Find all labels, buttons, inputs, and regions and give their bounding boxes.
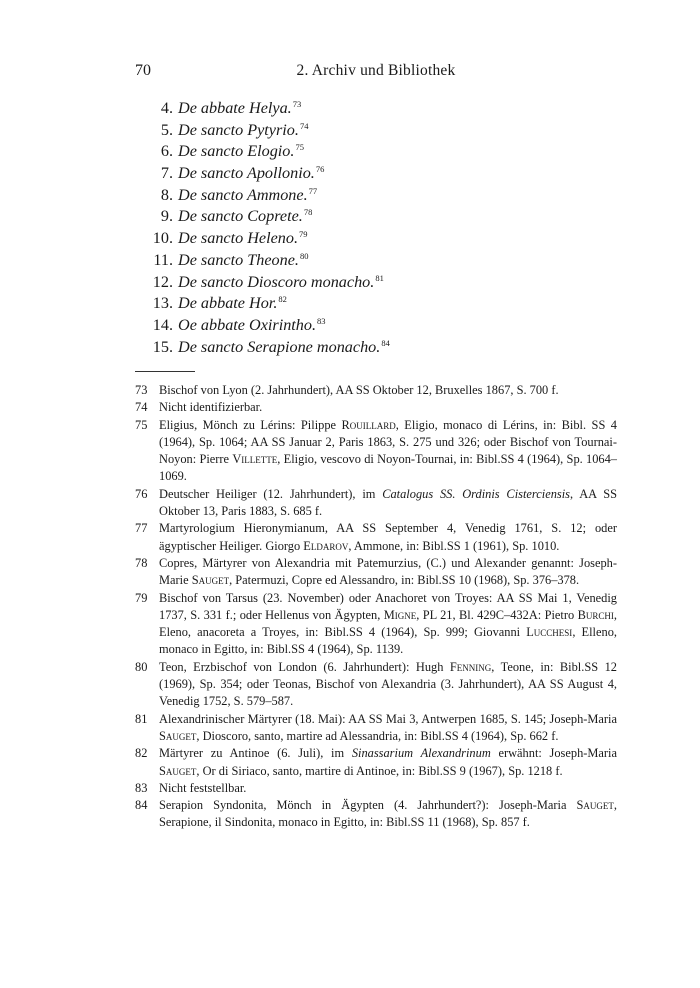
- footnote-number: 82: [135, 746, 148, 761]
- list-item-number: 8.: [160, 185, 173, 204]
- footnote-reference: 79: [299, 229, 308, 240]
- footnote-reference: 82: [278, 294, 287, 305]
- footnote-text: , Eleno, anacoreta a Troyes, in: Bibl.SS 4 (1964), Sp. 999; Giovanni: [159, 607, 617, 640]
- footnote-number: 74: [135, 400, 148, 415]
- list-item-title: De sancto Elogio.: [178, 142, 295, 161]
- list-item-number: 6.: [160, 142, 173, 161]
- footnote-number: 73: [135, 383, 148, 397]
- list-item-title: De sancto Apollonio.: [178, 164, 315, 183]
- footnote-number: 84: [135, 798, 148, 813]
- footnote-reference: 77: [308, 185, 318, 196]
- chapter-list: [135, 94, 615, 354]
- footnote: [135, 417, 617, 486]
- footnote-text: Bischof von Tarsus (23. November) oder Anachoret von Troyes: AA SS Mai 1, Venedig 1737, S. 331 f.; oder Hellenus von Ägypten,: [159, 590, 617, 622]
- author-name: Sauget: [576, 798, 614, 813]
- author-name: Lucchesi: [526, 625, 573, 640]
- footnote-text: Eligius, Mönch zu Lérins: Pilippe: [159, 417, 342, 432]
- author-name: Sauget: [159, 763, 197, 778]
- italic-title: Sinassarium Alexandrinum: [351, 746, 491, 761]
- footnote-text: , Teone, in: Bibl.SS 12 (1969), Sp. 354; oder Teonas, Bischof von Alexandria (3. Jahrhundert), AA SS August 4, Venedig 1752, S. 579–587.: [159, 659, 617, 709]
- footnote-reference: 78: [303, 207, 313, 218]
- list-item-number: 7.: [160, 164, 173, 183]
- running-title: 2. Archiv und Bibliothek: [296, 62, 456, 79]
- footnote-text: Martyrologium Hieronymianum, AA SS September 4, Venedig 1761, S. 12; oder ägyptischer Heiliger. Giorgo: [159, 521, 617, 553]
- running-header: [135, 62, 617, 82]
- list-item: [135, 246, 615, 268]
- list-item: [135, 311, 615, 333]
- list-item: [135, 224, 615, 246]
- footnote-text: , Elleno, monaco in Egitto, in: Bibl.SS 4 (1964), Sp. 1139.: [159, 625, 617, 657]
- list-item-title: De sancto Pytyrio.: [178, 120, 299, 139]
- list-item-title: De abbate Helya.: [178, 99, 292, 117]
- list-item-title: De sancto Serapione monacho.: [178, 337, 381, 356]
- footnote-reference: 76: [315, 164, 325, 175]
- footnote-text: Alexandrinischer Märtyrer (18. Mai): AA SS Mai 3, Antwerpen 1685, S. 145; Joseph-Maria: [159, 711, 617, 726]
- footnote-reference: 84: [381, 337, 390, 348]
- footnote-text: , AA SS Oktober 13, Paris 1883, S. 685 f.: [159, 486, 617, 519]
- list-item-number: 10.: [152, 229, 173, 248]
- footnote-text: Copres, Märtyrer von Alexandria mit Patemurzius, (C.) und Alexander genannt: Joseph-Marie: [159, 555, 617, 588]
- footnote-text: Teon, Erzbischof von London (6. Jahrhundert): Hugh: [159, 659, 450, 674]
- footnote-reference: 81: [375, 272, 384, 283]
- footnote: [135, 711, 617, 746]
- list-item: [135, 202, 615, 224]
- list-item-number: 5.: [160, 120, 173, 139]
- footnote-reference: 73: [292, 99, 302, 109]
- list-item: [135, 181, 615, 203]
- footnote-text: , Eligio, vescovo di Noyon-Tournai, in: Bibl.SS 4 (1964), Sp. 1064–1069.: [159, 452, 617, 484]
- footnote: [135, 745, 617, 780]
- footnote-number: 79: [135, 590, 148, 605]
- footnote-number: 75: [135, 417, 148, 432]
- footnote-reference: 83: [317, 315, 326, 326]
- footnote-reference: 75: [295, 142, 304, 153]
- footnote-number: 81: [135, 711, 148, 726]
- footnote: [135, 382, 617, 399]
- list-item-title: De sancto Ammone.: [178, 185, 308, 204]
- footnote: [135, 780, 617, 797]
- footnote-text: , Patermuzi, Copre ed Alessandro, in: Bibl.SS 10 (1968), Sp. 376–378.: [229, 573, 580, 588]
- list-item-title: De sancto Heleno.: [178, 229, 299, 248]
- list-item: [135, 268, 615, 290]
- footnote-text: Nicht identifizierbar.: [159, 400, 263, 415]
- page-number: 70: [135, 62, 151, 79]
- footnote-number: 77: [135, 521, 148, 536]
- footnote: [135, 520, 617, 555]
- footnote: [135, 659, 617, 711]
- list-item-number: 15.: [152, 337, 173, 356]
- footnote: [135, 399, 617, 416]
- footnote-text: , PL 21, Bl. 429C–432A: Pietro: [416, 607, 578, 622]
- author-name: Migne: [383, 607, 417, 622]
- footnote-number: 80: [135, 659, 148, 674]
- author-name: Sauget: [159, 728, 197, 743]
- footnote-text: Deutscher Heiliger (12. Jahrhundert), im: [159, 486, 383, 501]
- list-item: [135, 333, 615, 355]
- footnote-text: Bischof von Lyon (2. Jahrhundert), AA SS Oktober 12, Bruxelles 1867, S. 700 f.: [159, 383, 559, 397]
- list-item-title: De sancto Dioscoro monacho.: [178, 272, 375, 291]
- list-item: [135, 289, 615, 311]
- author-name: Burchi: [577, 607, 614, 622]
- footnote-reference: 80: [299, 250, 309, 261]
- footnote-reference: 74: [299, 120, 309, 131]
- footnotes: [135, 382, 617, 832]
- footnote: [135, 590, 617, 659]
- list-item: [135, 159, 615, 181]
- author-name: Eldarov: [303, 538, 349, 553]
- italic-title: Catalogus SS. Ordinis Cisterciensis: [382, 486, 570, 501]
- list-item-number: 13.: [152, 294, 173, 313]
- footnote-text: , Eligio, monaco di Lérins, in: Bibl. SS 4 (1964), Sp. 1064; AA SS Januar 2, Paris 1863, S. 275 und 326; oder Bischof von Tournai-Noyon: Pierre: [159, 417, 617, 467]
- list-item-number: 12.: [152, 272, 173, 291]
- list-item-title: De sancto Coprete.: [178, 207, 303, 226]
- author-name: Villette: [232, 452, 278, 467]
- list-item-title: De sancto Theone.: [178, 250, 299, 269]
- footnote-text: Märtyrer zu Antinoe (6. Juli), im: [159, 746, 352, 761]
- list-item: [135, 116, 615, 138]
- list-item-number: 4.: [160, 99, 173, 117]
- footnote-text: Serapion Syndonita, Mönch in Ägypten (4. Jahrhundert?): Joseph-Maria: [159, 798, 577, 813]
- footnote-text: , Serapione, il Sindonita, monaco in Egitto, in: Bibl.SS 11 (1968), Sp. 857 f.: [159, 798, 617, 830]
- list-item-number: 11.: [153, 250, 173, 269]
- list-item-title: De abbate Hor.: [178, 294, 278, 313]
- author-name: Rouillard: [341, 417, 396, 432]
- footnote-text: Nicht feststellbar.: [159, 780, 247, 795]
- list-item-title: Oe abbate Oxirintho.: [178, 315, 317, 334]
- list-item: [135, 137, 615, 159]
- footnote-number: 78: [135, 555, 148, 570]
- footnote-text: , Ammone, in: Bibl.SS 1 (1961), Sp. 1010.: [348, 538, 560, 553]
- author-name: Fenning: [449, 659, 492, 674]
- list-item: [135, 94, 615, 116]
- list-item-number: 9.: [160, 207, 173, 226]
- footnote-number: 83: [135, 780, 148, 795]
- footnote-text: , Dioscoro, santo, martire ad Alessandria, in: Bibl.SS 4 (1964), Sp. 662 f.: [196, 728, 559, 743]
- footnote-separator: [135, 371, 195, 372]
- footnote: [135, 555, 617, 590]
- footnote-text: erwähnt: Joseph-Maria: [490, 746, 617, 761]
- list-item-number: 14.: [152, 315, 173, 334]
- footnote-text: , Or di Siriaco, santo, martire di Antinoe, in: Bibl.SS 9 (1967), Sp. 1218 f.: [196, 763, 563, 778]
- footnote: [135, 797, 617, 832]
- footnote-number: 76: [135, 486, 148, 501]
- author-name: Sauget: [191, 573, 230, 588]
- footnote: [135, 486, 617, 521]
